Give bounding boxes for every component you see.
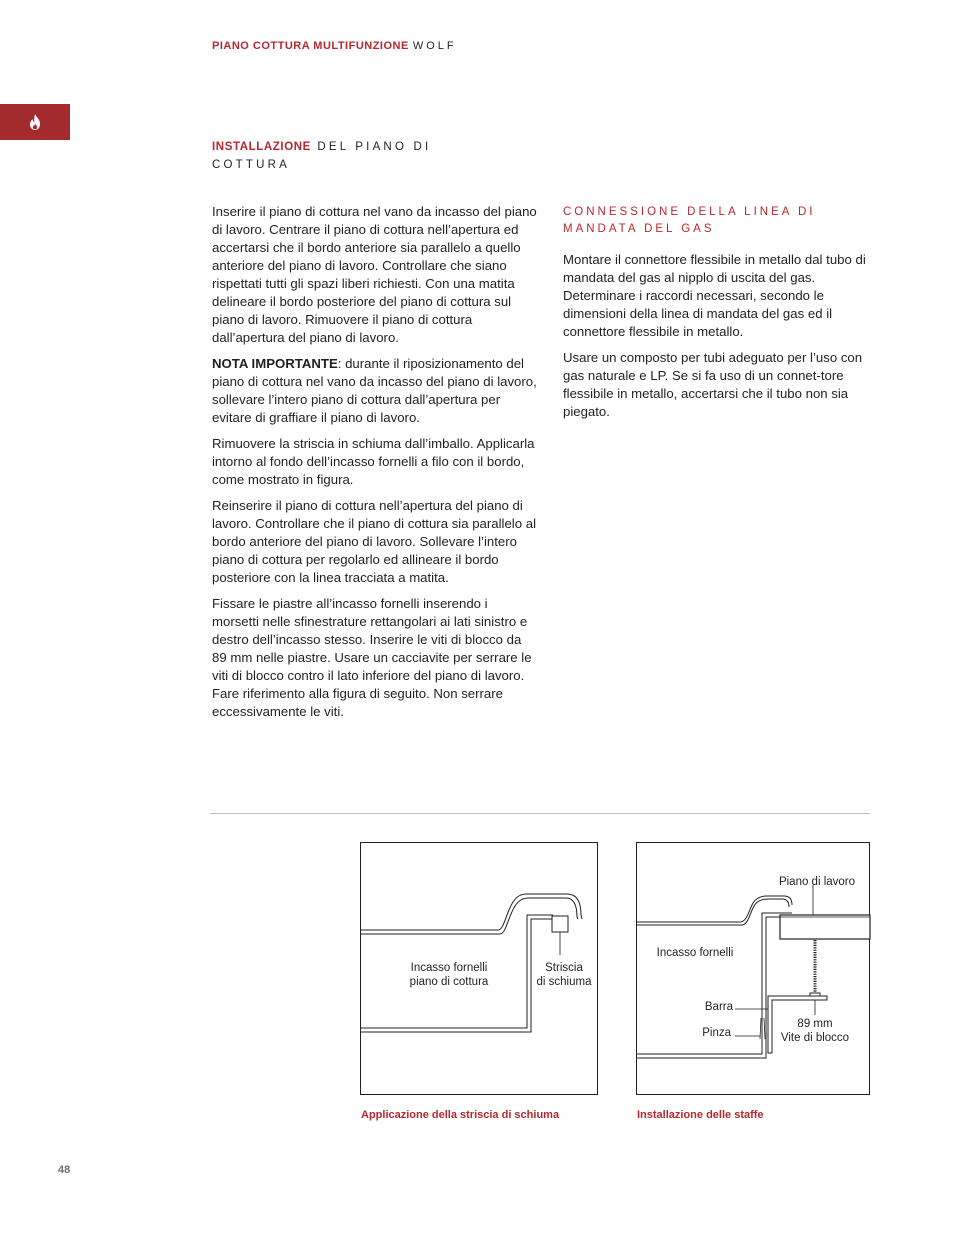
page-number: 48 [58, 1164, 71, 1176]
section-title [212, 139, 512, 174]
figure-label: Pinza [702, 1027, 731, 1039]
subsection-title: CONNESSIONE DELLA LINEA DI MANDATA DEL GAS [563, 206, 816, 235]
paragraph: Montare il connettore flessibile in metallo dal tubo di mandata del gas al nipplo di uscita del gas. Determinare i raccordi necessari, secondo le dimensioni della linea di mandata del gas ed il connettore flessibile in metallo. [563, 252, 866, 339]
divider [210, 813, 870, 814]
flame-icon [27, 113, 43, 131]
section-tab [0, 104, 70, 140]
body-column-left [212, 203, 538, 729]
section-title-rest: DEL PIANO DI COTTURA [212, 141, 432, 171]
note-label: NOTA IMPORTANTE [212, 356, 338, 371]
header-title-bold: PIANO COTTURA MULTIFUNZIONE [212, 40, 409, 52]
body-column-right [563, 251, 883, 429]
figure-label: Incasso fornelli piano di cottura [409, 962, 489, 988]
figure-caption: Installazione delle staffe [637, 1109, 764, 1121]
paragraph: Inserire il piano di cottura nel vano da incasso del piano di lavoro. Centrare il piano di cottura nell’apertura ed accertarsi che il bordo anteriore sia parallelo a quello anteriore del piano di lavoro. Controllare che siano rispettati tutti gli spazi liberi richiesti. Con una matita delineare il bordo posteriore del piano di cottura sul piano di lavoro. Rimuovere il piano di cottura dall’apertura del piano di lavoro. [212, 204, 537, 345]
figure-caption: Applicazione della striscia di schiuma [361, 1109, 560, 1121]
figure-label: Striscia di schiuma [536, 962, 592, 988]
note-text: : durante il riposizionamento del piano di cottura nel vano da incasso del piano di lavoro, sollevare l’intero piano di cottura dall’apertura per evitare di graffiare il piano di lavoro. [212, 356, 537, 425]
header-title-brand: WOLF [412, 40, 457, 52]
paragraph: Reinserire il piano di cottura nell’apertura del piano di lavoro. Controllare che il piano di cottura sia parallelo al bordo anteriore del piano di lavoro. Sollevare l’intero piano di cottura per regolarlo ed allineare il bordo posteriore con la linea tracciata a matita. [212, 498, 537, 585]
figure-label: 89 mm Vite di blocco [780, 1018, 850, 1044]
paragraph: Usare un composto per tubi adeguato per l’uso con gas naturale e LP. Se si fa uso di un connet-tore flessibile in metallo, accertarsi che il tubo non sia piegato. [563, 350, 863, 419]
running-header [212, 40, 457, 52]
figure-label: Incasso fornelli [656, 947, 734, 959]
paragraph: Rimuovere la striscia in schiuma dall’imballo. Applicarla intorno al fondo dell’incasso fornelli a filo con il bordo, come mostrato in figura. [212, 436, 535, 487]
figure-brackets [636, 842, 870, 1095]
figure-foam-strip [360, 842, 598, 1095]
section-title-bold: INSTALLAZIONE [212, 141, 311, 153]
lock-screw [810, 940, 820, 1015]
figure-label: Barra [704, 1001, 733, 1013]
note-paragraph [212, 355, 538, 427]
paragraph: Fissare le piastre all’incasso fornelli inserendo i morsetti nelle sfinestrature rettangolari ai lati sinistro e destro dell’incasso stesso. Inserire le viti di blocco da 89 mm nelle piastre. Usare un cacciavite per serrare le viti di blocco contro il lato inferiore del piano di lavoro. Fare riferimento alla figura di seguito. Non serrare eccessivamente le viti. [212, 596, 532, 719]
figure-label: Piano di lavoro [778, 876, 856, 888]
